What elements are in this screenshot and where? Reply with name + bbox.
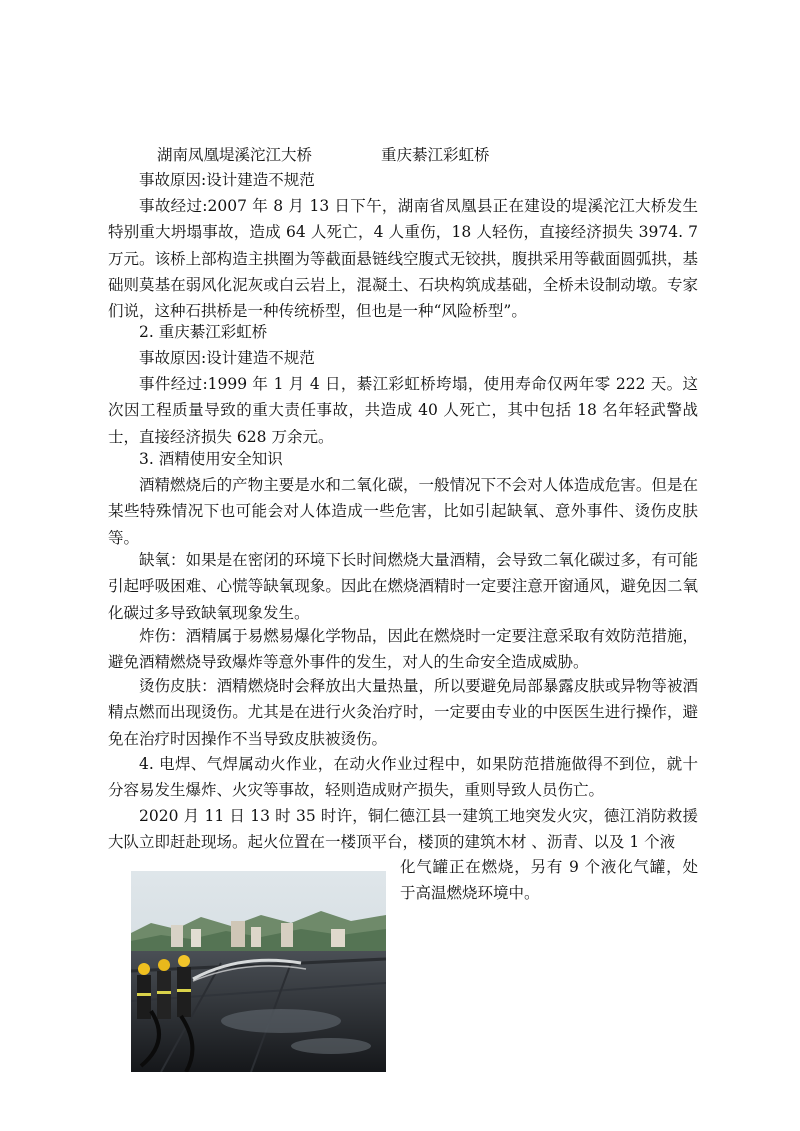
heading-section-3: 3. 酒精使用安全知识 [139,450,283,468]
paragraph-alcohol-intro: 酒精燃烧后的产物主要是水和二氧化碳，一般情况下不会对人体造成危害。但是在某些特殊情况下也可能会对人体造成一些危害，比如引起缺氧、意外事件、烫伤皮肤等。 [108,476,698,547]
paragraph-fire-incident: 2020 月 11 日 13 时 35 时许，铜仁德江县一建筑工地突发火灾，德江消防救援大队立即赶赴现场。起火位置在一楼顶平台，楼顶的建筑木材 、沥青、以及 1 个液 [108,807,698,852]
paragraph-cause-1: 事故原因:设计建造不规范 [139,171,315,189]
paragraph-fire-incident-continued: 化气罐正在燃烧，另有 9 个液化气罐，处于高温燃烧环境中。 [400,858,698,903]
heading-section-2: 2. 重庆綦江彩虹桥 [139,323,268,341]
paragraph-explosion: 炸伤：酒精属于易燃易爆化学物品，因此在燃烧时一定要注意采取有效防范措施，避免酒精燃烧导致爆炸等意外事件的发生，对人的生命安全造成威胁。 [108,627,698,672]
paragraph-section-4: 4. 电焊、气焊属动火作业，在动火作业过程中，如果防范措施做得不到位，就十分容易发生爆炸、火灾等事故，轻则造成财产损失，重则导致人员伤亡。 [108,755,698,800]
paragraph-hypoxia: 缺氧：如果是在密闭的环境下长时间燃烧大量酒精，会导致二氧化碳过多，有可能引起呼吸困难、心慌等缺氧现象。因此在燃烧酒精时一定要注意开窗通风，避免因二氧化碳过多导致缺氧现象发生。 [108,551,698,622]
fire-scene-photo [131,871,386,1072]
paragraph-burns: 烫伤皮肤：酒精燃烧时会释放出大量热量，所以要避免局部暴露皮肤或异物等被酒精点燃而出现烫伤。尤其是在进行火灸治疗时，一定要由专业的中医医生进行操作，避免在治疗时因操作不当导致皮肤被烫伤。 [108,677,698,748]
paragraph-cause-2: 事故原因:设计建造不规范 [139,349,315,367]
caption-right: 重庆綦江彩虹桥 [381,146,490,164]
caption-left: 湖南凤凰堤溪沱江大桥 [157,146,313,164]
paragraph-process-2: 事件经过:1999 年 1 月 4 日，綦江彩虹桥垮塌，使用寿命仅两年零 222 天。这次因工程质量导致的重大责任事故，共造成 40 人死亡，其中包括 18 名年轻武警战士，直接经济损失 628 万余元。 [108,375,698,446]
paragraph-process-1: 事故经过:2007 年 8 月 13 日下午，湖南省凤凰县正在建设的堤溪沱江大桥发生特别重大坍塌事故，造成 64 人死亡，4 人重伤，18 人轻伤，直接经济损失 3974. 7 万元。该桥上部构造主拱圈为等截面悬链线空腹式无铰拱，腹拱采用等截面圆弧拱，基础则莫基在弱风化泥灰或白云岩上，混凝土、石块构筑成基础，全桥未设制动墩。专家们说，这种石拱桥是一种传统桥型，但也是一种“风险桥型”。 [108,197,698,321]
